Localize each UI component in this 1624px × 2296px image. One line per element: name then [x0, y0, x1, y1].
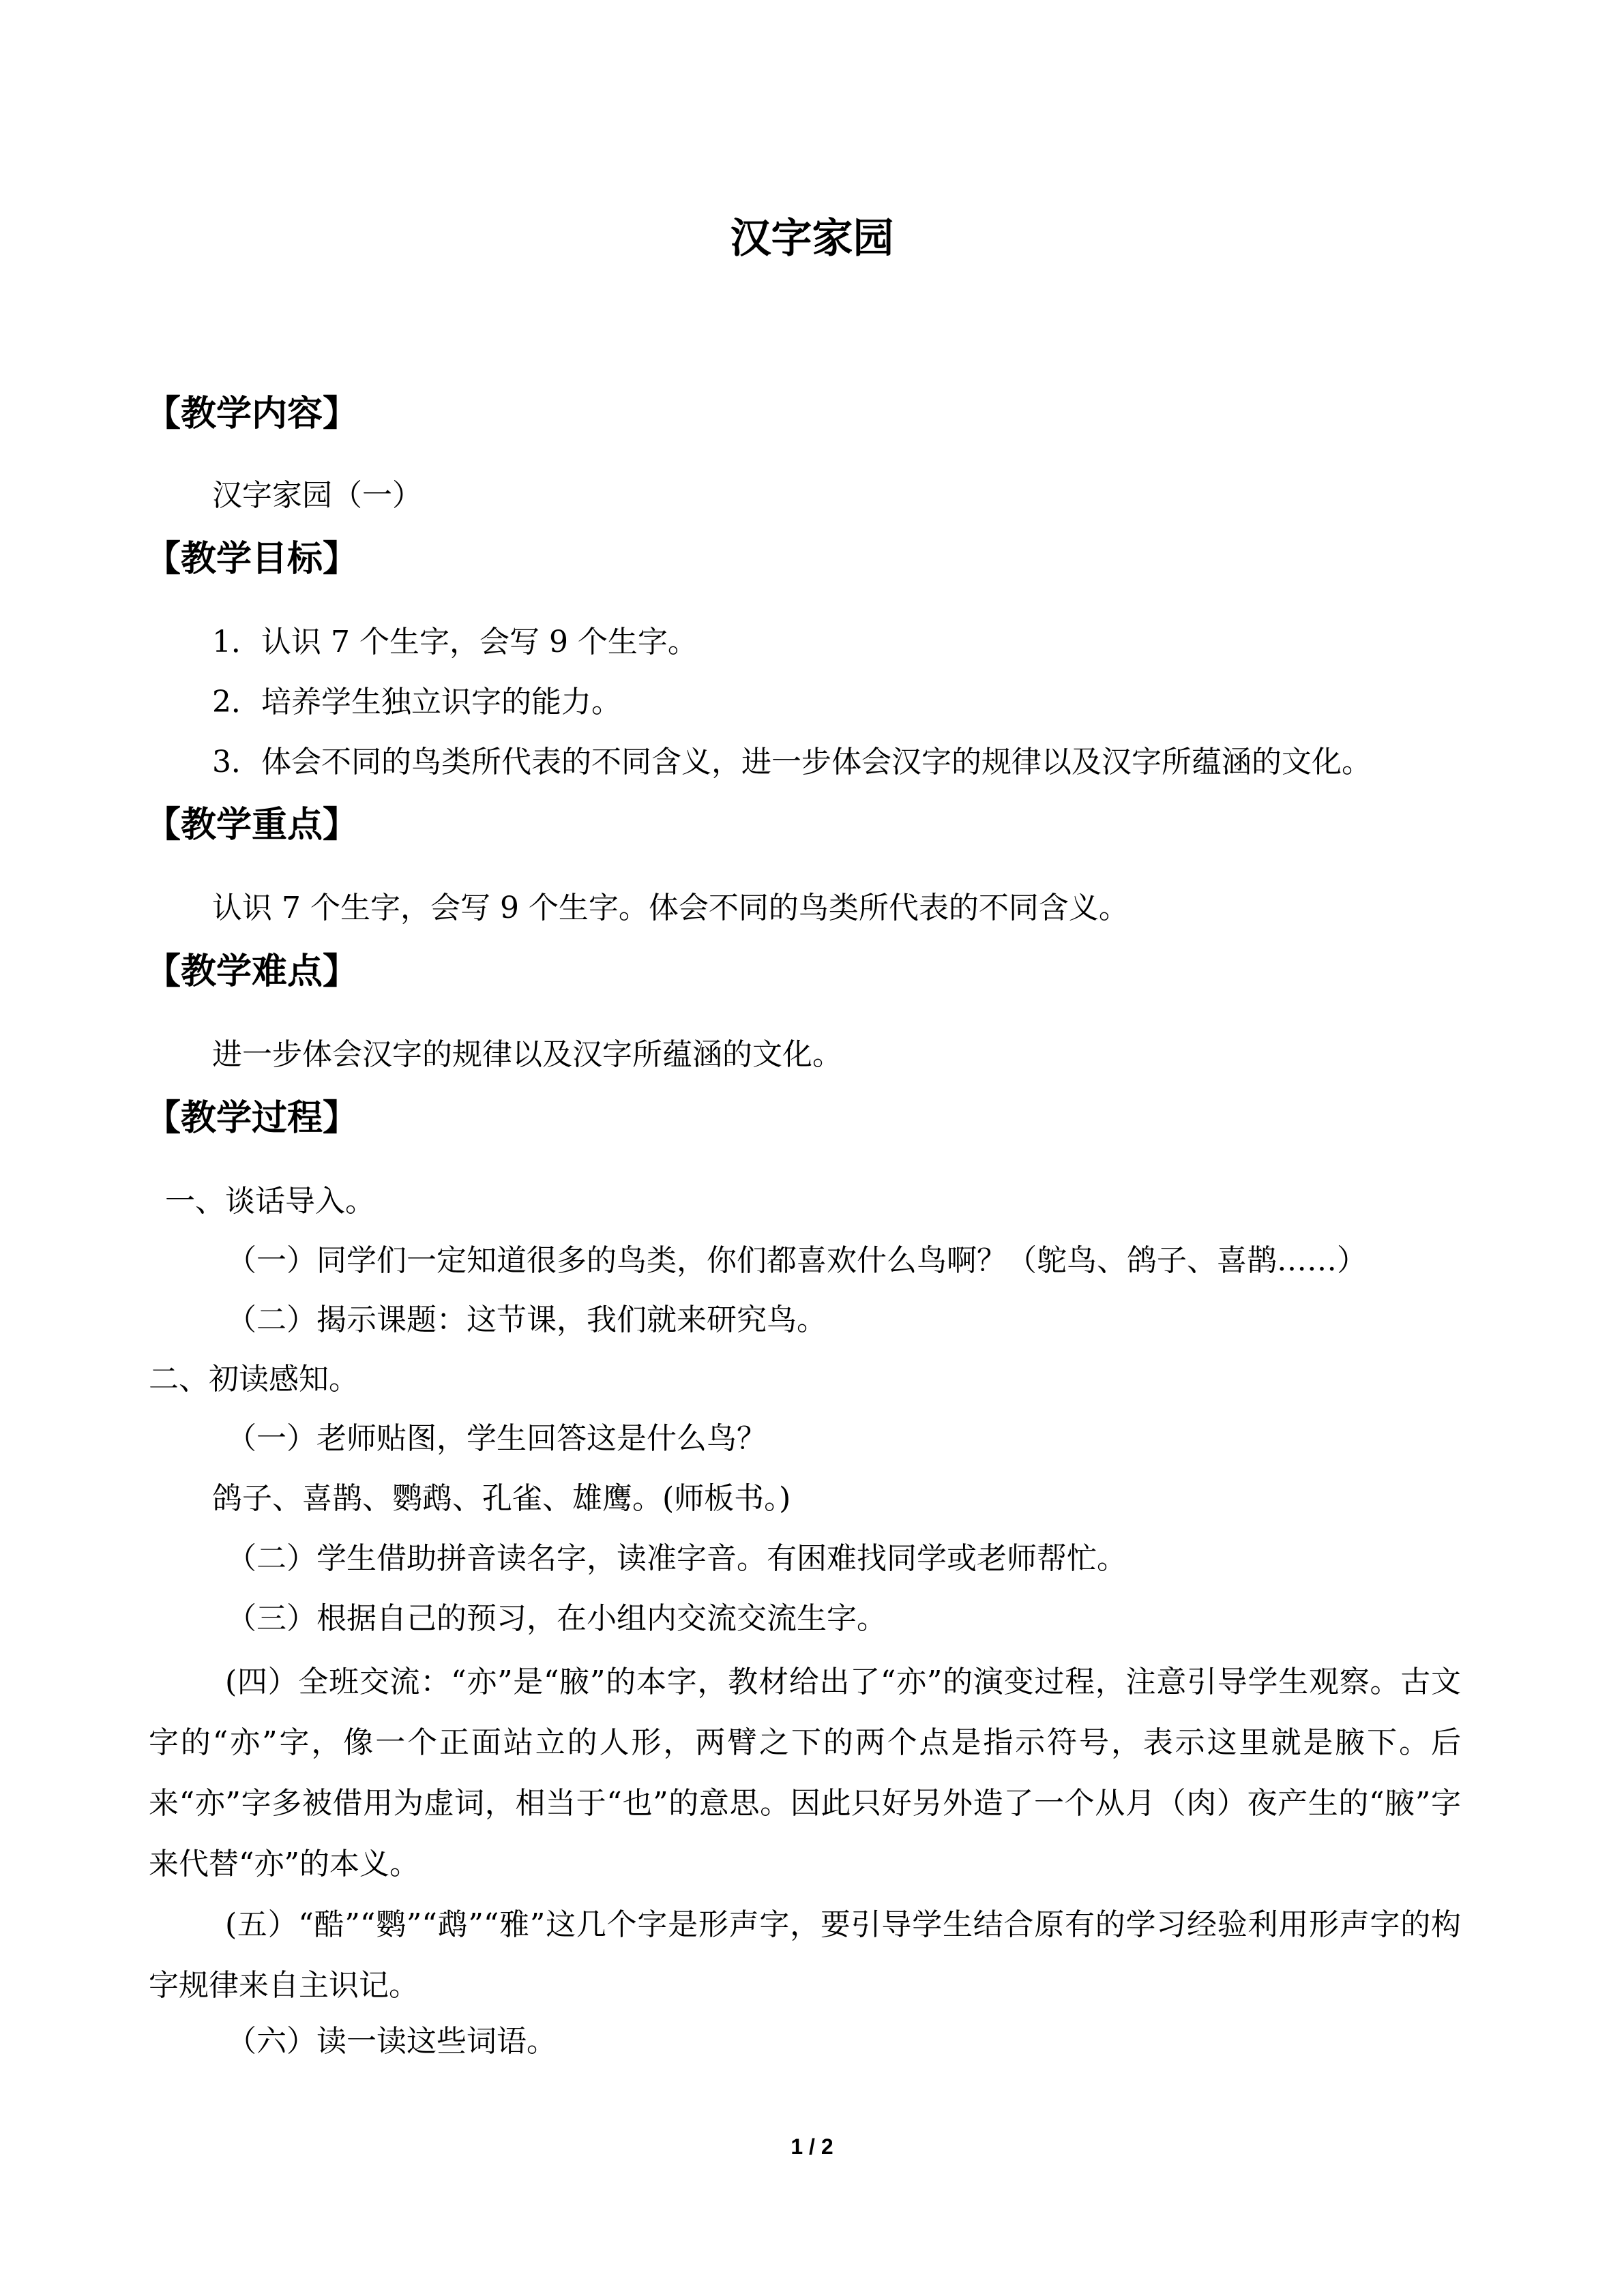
section-heading-process: 【教学过程】 [145, 1097, 359, 1139]
process-step-2-item-2: （二）学生借助拼音读名字，读准字音。有困难找同学或老师帮忙。 [226, 1541, 1127, 1576]
process-step-1-title: 一、谈话导入。 [165, 1184, 375, 1219]
document-title: 汉字家园 [730, 215, 894, 263]
goal-item-1: 1．认识 7 个生字，会写 9 个生字。 [212, 625, 698, 659]
process-step-2-item-1: （一）老师贴图，学生回答这是什么鸟？ [226, 1421, 767, 1456]
process-step-2-paragraph-4: (四）全班交流：“亦”是“腋”的本字，教材给出了“亦”的演变过程，注意引导学生观察。古文字的“亦”字，像一个正面站立的人形，两臂之下的两个点是指示符号，表示这里就是腋下。后来“亦”字多被借用为虚词，相当于“也”的意思。因此只好另外造了一个从月（肉）夜产生的“腋”字来代替“亦”的本义。 [149, 1665, 1461, 1881]
process-step-2-title: 二、初读感知。 [149, 1362, 359, 1397]
goal-item-2: 2．培养学生独立识字的能力。 [212, 685, 621, 719]
section-heading-key-points: 【教学重点】 [145, 804, 359, 846]
process-step-2-item-3: （三）根据自己的预习，在小组内交流交流生字。 [226, 1601, 887, 1636]
process-step-2-bird-list: 鸽子、喜鹊、鹦鹉、孔雀、雄鹰。(师板书。) [212, 1481, 791, 1516]
page-number: 1 / 2 [791, 2134, 833, 2159]
content-text: 汉字家园（一） [212, 478, 422, 513]
process-step-1-item-2: （二）揭示课题：这节课，我们就来研究鸟。 [226, 1302, 827, 1337]
section-heading-difficulties: 【教学难点】 [145, 951, 359, 992]
process-step-2-paragraph-5: (五）“酷”“鹦”“鹉”“雅”这几个字是形声字，要引导学生结合原有的学习经验利用形声字的构字规律来自主识记。 [149, 1907, 1461, 2003]
section-heading-goals: 【教学目标】 [145, 538, 359, 580]
section-heading-content: 【教学内容】 [145, 393, 359, 434]
process-step-2-item-6: （六）读一读这些词语。 [226, 2024, 557, 2059]
goal-item-3: 3．体会不同的鸟类所代表的不同含义，进一步体会汉字的规律以及汉字所蕴涵的文化。 [212, 745, 1372, 779]
key-points-text: 认识 7 个生字，会写 9 个生字。体会不同的鸟类所代表的不同含义。 [212, 891, 1129, 925]
process-step-1-item-1: （一）同学们一定知道很多的鸟类，你们都喜欢什么鸟啊？（鸵鸟、鸽子、喜鹊……） [226, 1243, 1367, 1278]
difficulties-text: 进一步体会汉字的规律以及汉字所蕴涵的文化。 [212, 1037, 842, 1072]
